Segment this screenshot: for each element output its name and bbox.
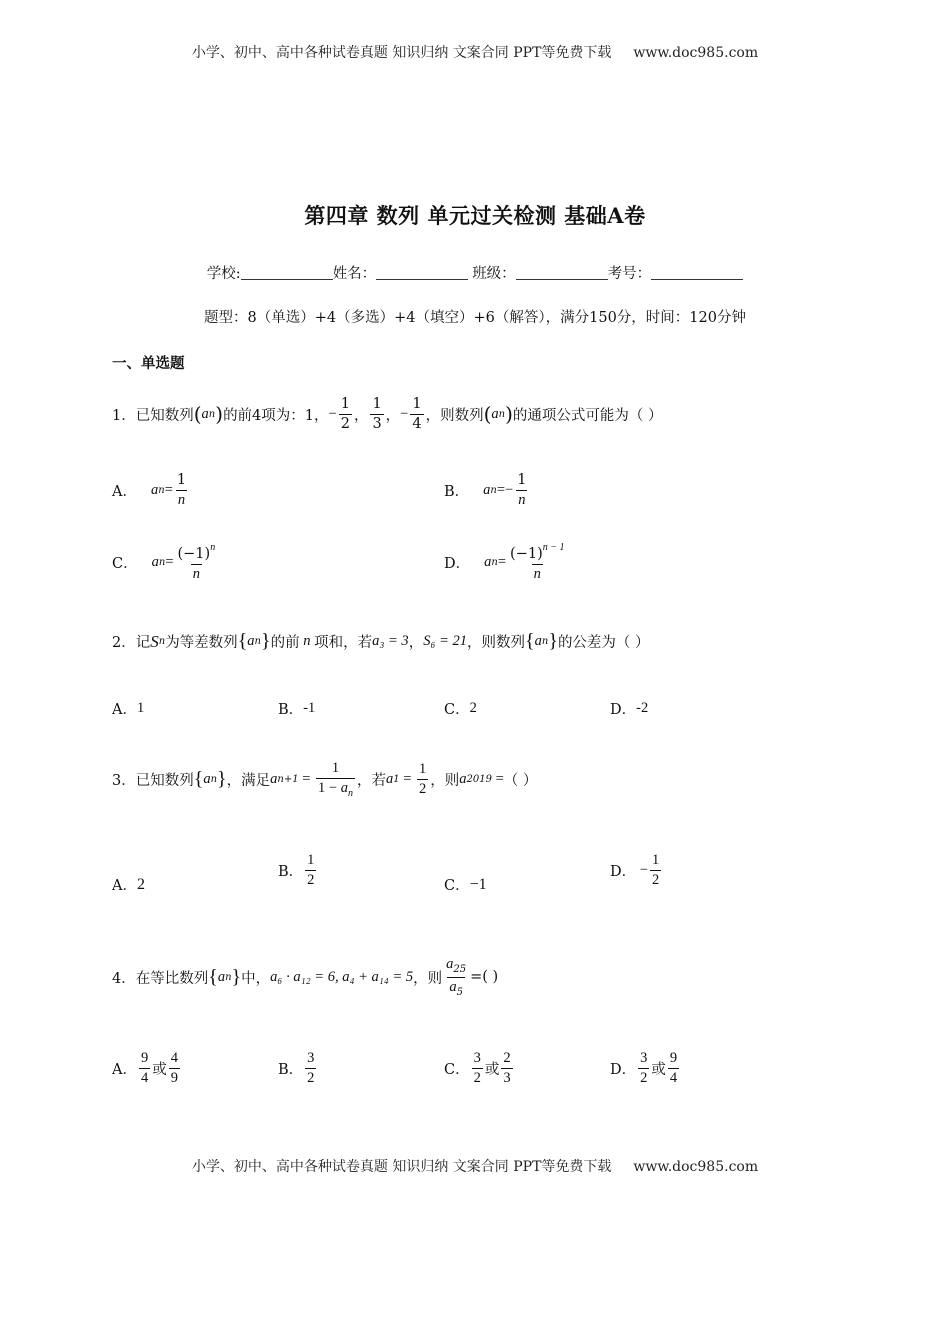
question-4: 4．在等比数列 { a n } 中， a₆ · a₁₂ = 6, a₄ + a₁₄ = 5 ，则 $\frac{a_{25}}{a_5}$ =( ) [112, 956, 499, 998]
q1-after: ，则数列 [425, 407, 484, 424]
name-field[interactable] [376, 265, 468, 280]
q1-option-c[interactable]: C． a n = $\frac{(-1)^n}{n}$ [112, 542, 216, 582]
paren-close: ) [215, 402, 224, 427]
exam-title: 第四章 数列 单元过关检测 基础A卷 [304, 203, 646, 228]
question-2: 2．记 S n 为等差数列 { a n } 的前 n 项和，若 a₃ = 3 ， S₆ = 21 ，则数列 { a n } 的公差为（ ） [112, 630, 650, 652]
q4-option-c[interactable]: C． $\frac{3}{2}$ 或 $\frac{2}{3}$ [444, 1050, 511, 1086]
q1-option-d[interactable]: D． a n = $\frac{(-1)^{n - 1}}{n}$ [444, 542, 565, 582]
page-header [0, 42, 950, 62]
q3-option-a[interactable]: A． 2 [112, 875, 145, 894]
question-3: 3．已知数列 { a n } ，满足 a n+1 = $\frac{1}{1 - a_n}$ ，若 a 1 = $\frac{1}{2}$ ，则 a 2019 = （ ） [112, 760, 538, 799]
q1-mid: 的前4项为：1， [223, 407, 329, 424]
q1-option-b[interactable]: B． a n =− $\frac{1}{n}$ [444, 472, 527, 508]
q1-tail: 的通项公式可能为（ ） [512, 407, 663, 424]
school-label: 学校: [206, 266, 241, 282]
exam-meta: 题型：8（单选）+4（多选）+4（填空）+6（解答），满分150分，时间：120分钟 [204, 310, 746, 326]
header-site-link[interactable]: www.doc985.com [633, 45, 759, 61]
q1-term-2: $\frac{1}{2}$ [340, 396, 350, 432]
q1-prefix: 1．已知数列 [112, 407, 194, 424]
q3-option-d[interactable]: D． − $\frac{1}{2}$ [610, 852, 660, 888]
q2-option-a[interactable]: A． 1 [112, 700, 145, 718]
footer-text: 小学、初中、高中各种试卷真题 知识归纳 文案合同 PPT等免费下载 [191, 1159, 612, 1175]
q3-option-b[interactable]: B． $\frac{1}{2}$ [278, 852, 315, 888]
page-footer [0, 1156, 950, 1176]
q1-option-a[interactable]: A． a n = $\frac{1}{n}$ [112, 472, 187, 508]
number-label: 考号： [607, 266, 652, 282]
number-field[interactable] [651, 265, 743, 280]
q3-option-c[interactable]: C． −1 [444, 875, 487, 894]
q4-condition: a₆ · a₁₂ = 6, a₄ + a₁₄ = 5 [270, 968, 414, 985]
student-info-line [0, 262, 950, 283]
q4-option-d[interactable]: D． $\frac{3}{2}$ 或 $\frac{9}{4}$ [610, 1050, 678, 1086]
name-label: 姓名： [332, 266, 377, 282]
q1-term-4: $\frac{1}{4}$ [412, 396, 422, 432]
q4-option-b[interactable]: B． $\frac{3}{2}$ [278, 1050, 315, 1086]
q2-option-d[interactable]: D． -2 [610, 700, 649, 718]
question-1: 1．已知数列 ( a n ) 的前4项为：1， − $\frac{1}{2}$ ， $\frac{1}{3}$ ， − $\frac{1}{4}$ ，则数列 ( a n ) 的通项公式可能为（ ） [112, 396, 663, 432]
header-text: 小学、初中、高中各种试卷真题 知识归纳 文案合同 PPT等免费下载 [191, 45, 612, 61]
class-field[interactable] [516, 265, 608, 280]
class-label: 班级： [472, 266, 516, 282]
q2-option-b[interactable]: B． -1 [278, 700, 316, 718]
section-heading: 一、单选题 [112, 355, 185, 372]
q2-condition-1: a₃ = 3 [372, 633, 409, 649]
q4-option-a[interactable]: A． $\frac{9}{4}$ 或 $\frac{4}{9}$ [112, 1050, 178, 1086]
footer-site-link[interactable]: www.doc985.com [633, 1159, 759, 1175]
q1-term-3: $\frac{1}{3}$ [372, 396, 382, 432]
q2-option-c[interactable]: C． 2 [444, 700, 477, 718]
q2-condition-2: S₆ = 21 [423, 633, 468, 649]
paren-open: ( [193, 402, 202, 427]
school-field[interactable] [241, 265, 333, 280]
